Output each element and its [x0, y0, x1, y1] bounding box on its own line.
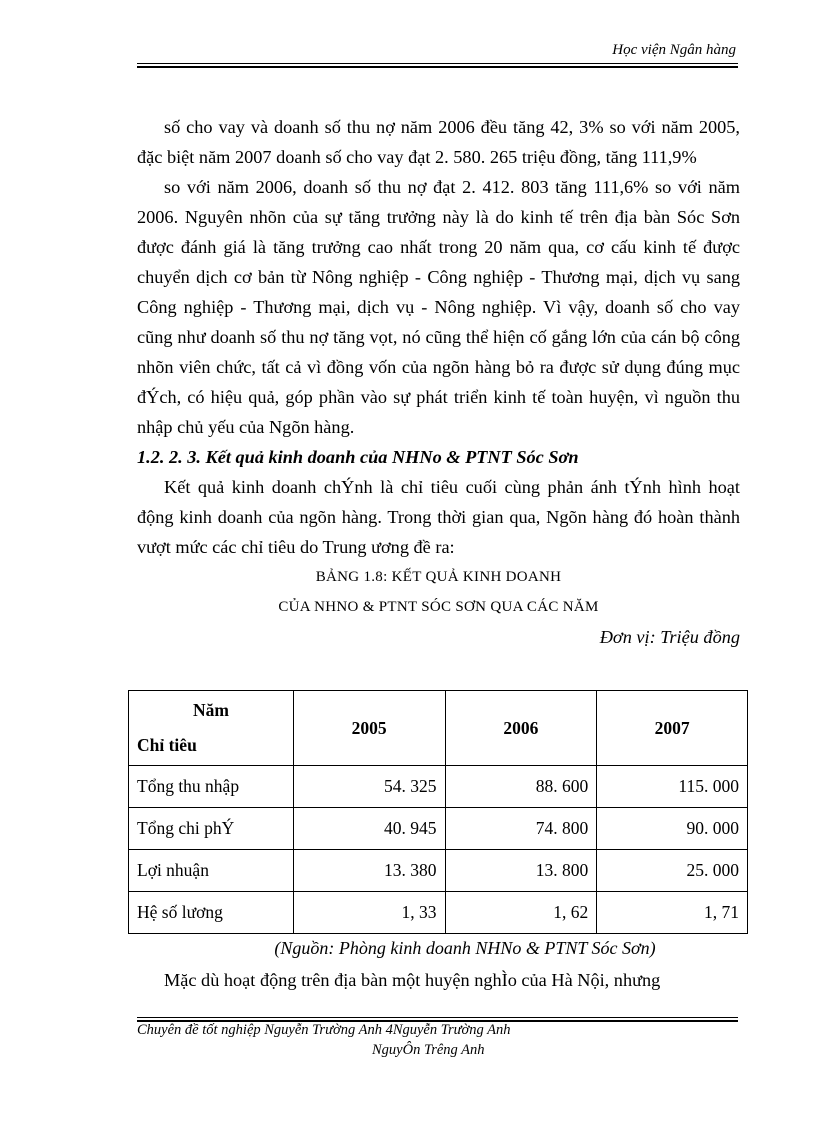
table-title-line1: BẢNG 1.8: KẾT QUẢ KINH DOANH — [315, 569, 562, 585]
paragraph-3: Kết quả kinh doanh chÝnh là chỉ tiêu cuối cùng phản ánh tÝnh hình hoạt động kinh doanh của ngõn hàng. Trong thời gian qua, Ngõn hàng đó hoàn thành vượt mức các chỉ tiêu do Trung ương đề ra: — [137, 477, 740, 557]
year-header: 2006 — [445, 691, 597, 766]
footer-line1: Chuyên đề tốt nghiệp Nguyễn Trường Anh 4Nguyễn Trường Anh — [137, 1022, 511, 1038]
row-value: 1, 62 — [445, 892, 597, 934]
row-label: Tổng thu nhập — [129, 766, 294, 808]
row-value: 25. 000 — [597, 850, 748, 892]
table-row — [129, 766, 748, 808]
running-header: Học viện Ngân hàng — [612, 42, 736, 58]
row-value: 115. 000 — [597, 766, 748, 808]
table-header-row — [129, 691, 748, 766]
year-header: 2007 — [597, 691, 748, 766]
header-rule-thick — [137, 66, 738, 68]
table-title-line2: CỦA NHNO & PTNT SÓC SƠN QUA CÁC NĂM — [278, 599, 599, 615]
section-heading: 1.2. 2. 3. Kết quả kinh doanh của NHNo & PTNT Sóc Sơn — [137, 447, 579, 467]
table-unit: Đơn vị: Triệu đồng — [599, 627, 740, 647]
row-value: 40. 945 — [293, 808, 445, 850]
row-value: 90. 000 — [597, 808, 748, 850]
header-rule-thin — [137, 63, 738, 64]
row-value: 1, 33 — [293, 892, 445, 934]
row-label: Tổng chi phÝ — [129, 808, 294, 850]
row-label: Lợi nhuận — [129, 850, 294, 892]
table-source: (Nguồn: Phòng kinh doanh NHNo & PTNT Sóc Sơn) — [274, 938, 656, 958]
table-row — [129, 850, 748, 892]
footer-line2: NguyÔn Trêng Anh — [372, 1042, 485, 1058]
continuation-line: Mặc dù hoạt động trên địa bàn một huyện nghÌo của Hà Nội, nhưng — [164, 970, 661, 990]
paragraph-1: số cho vay và doanh số thu nợ năm 2006 đều tăng 42, 3% so với năm 2005, đặc biệt năm 2007 doanh số cho vay đạt 2. 580. 265 triệu đồng, tăng 111,9% — [137, 117, 740, 167]
year-header: 2005 — [293, 691, 445, 766]
table-corner-cell — [129, 691, 294, 766]
corner-indicator-label: Chỉ tiêu — [137, 735, 197, 755]
row-value: 88. 600 — [445, 766, 597, 808]
corner-year-label: Năm — [193, 700, 229, 720]
results-table — [128, 690, 748, 934]
table-row — [129, 892, 748, 934]
row-value: 1, 71 — [597, 892, 748, 934]
row-value: 13. 800 — [445, 850, 597, 892]
paragraph-2: so với năm 2006, doanh số thu nợ đạt 2. 412. 803 tăng 111,6% so với năm 2006. Nguyên nhõn của sự tăng trưởng này là do kinh tế trên địa bàn Sóc Sơn được đánh giá là tăng trưởng cao nhất trong 20 năm qua, cơ cấu kinh tế được chuyển dịch cơ bản từ Nông nghiệp - Công nghiệp - Thương mại, dịch vụ sang Công nghiệp - Thương mại, dịch vụ - Nông nghiệp. Vì vậy, doanh số cho vay cũng như doanh số thu nợ tăng vọt, nó cũng thể hiện cố gắng lớn của cán bộ công nhõn viên chức, tất cả vì đồng vốn của ngõn hàng bỏ ra được sử dụng đúng mục đÝch, có hiệu quả, góp phần vào sự phát triển kinh tế toàn huyện, vì nguồn thu nhập chủ yếu của Ngõn hàng. — [137, 177, 740, 437]
row-value: 13. 380 — [293, 850, 445, 892]
body-text — [137, 112, 740, 652]
table-row — [129, 808, 748, 850]
row-value: 54. 325 — [293, 766, 445, 808]
row-label: Hệ số lương — [129, 892, 294, 934]
footer-rule-thin — [137, 1017, 738, 1018]
row-value: 74. 800 — [445, 808, 597, 850]
